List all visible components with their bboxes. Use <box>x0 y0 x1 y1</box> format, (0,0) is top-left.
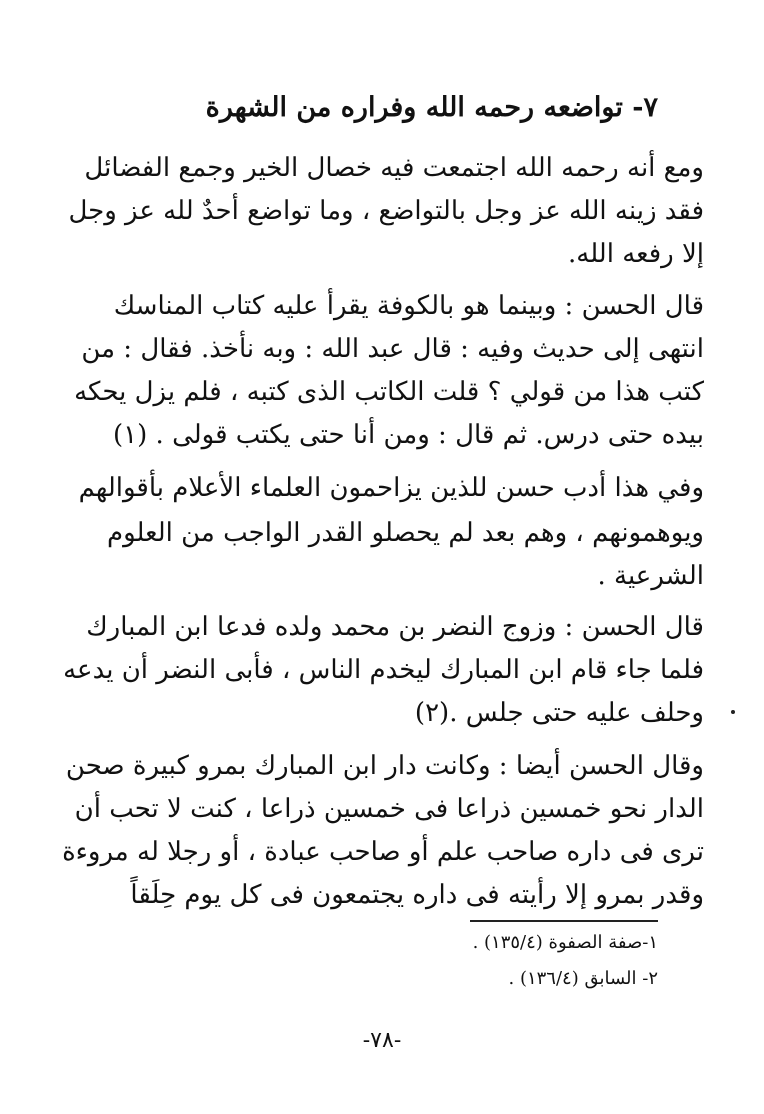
paragraph-3-line-1: وفي هذا أدب حسن للذين يزاحمون العلماء الأعلام بأقوالهم <box>78 473 704 503</box>
paragraph-2-line-3: كتب هذا من قولي ؟ قلت الكاتب الذى كتبه ، فلم يزل يحكه <box>74 377 704 407</box>
paragraph-1-line-3: إلا رفعه الله. <box>567 239 704 269</box>
paragraph-3-line-2: ويوهمونهم ، وهم بعد لم يحصلو القدر الواجب من العلوم <box>107 518 704 548</box>
paragraph-2-line-1: قال الحسن : وبينما هو بالكوفة يقرأ عليه كتاب المناسك <box>113 291 704 321</box>
paragraph-4-line-1: قال الحسن : وزوج النضر بن محمد ولده فدعا ابن المبارك <box>86 612 704 642</box>
paragraph-2-line-4: بيده حتى درس. ثم قال : ومن أنا حتى يكتب قولى . (١) <box>113 420 704 450</box>
paragraph-2-line-2: انتهى إلى حديث وفيه : قال عبد الله : وبه نأخذ. فقال : من <box>81 334 704 364</box>
paragraph-5-line-1: وقال الحسن أيضا : وكانت دار ابن المبارك بمرو كبيرة صحن <box>65 751 704 781</box>
paragraph-3-line-3: الشرعية . <box>597 561 704 591</box>
margin-speck <box>731 710 735 714</box>
paragraph-1-line-2: فقد زينه الله عز وجل بالتواضع ، وما تواضع أحدٌ لله عز وجل <box>68 196 704 226</box>
footnote-2: ٢- السابق (١٣٦/٤) . <box>508 968 658 989</box>
paragraph-5-line-2: الدار نحو خمسين ذراعا فى خمسين ذراعا ، كنت لا تحب أن <box>74 794 704 824</box>
section-heading: ٧- تواضعه رحمه الله وفراره من الشهرة <box>205 92 658 123</box>
paragraph-5-line-3: ترى فى داره صاحب علم أو صاحب عبادة ، أو رجلا له مروءة <box>62 837 704 867</box>
footnote-1: ١-صفة الصفوة (١٣٥/٤) . <box>472 932 658 953</box>
paragraph-1-line-1: ومع أنه رحمه الله اجتمعت فيه خصال الخير وجمع الفضائل <box>84 153 704 183</box>
page-number: -٧٨- <box>362 1028 402 1053</box>
paragraph-5-line-4: وقدر بمرو إلا رأيته فى داره يجتمعون فى كل يوم حِلَقاً <box>130 880 704 910</box>
paragraph-4-line-2: فلما جاء قام ابن المبارك ليخدم الناس ، فأبى النضر أن يدعه <box>63 655 704 685</box>
paragraph-4-line-3: وحلف عليه حتى جلس .(٢) <box>414 698 704 728</box>
footnote-separator <box>470 920 658 922</box>
